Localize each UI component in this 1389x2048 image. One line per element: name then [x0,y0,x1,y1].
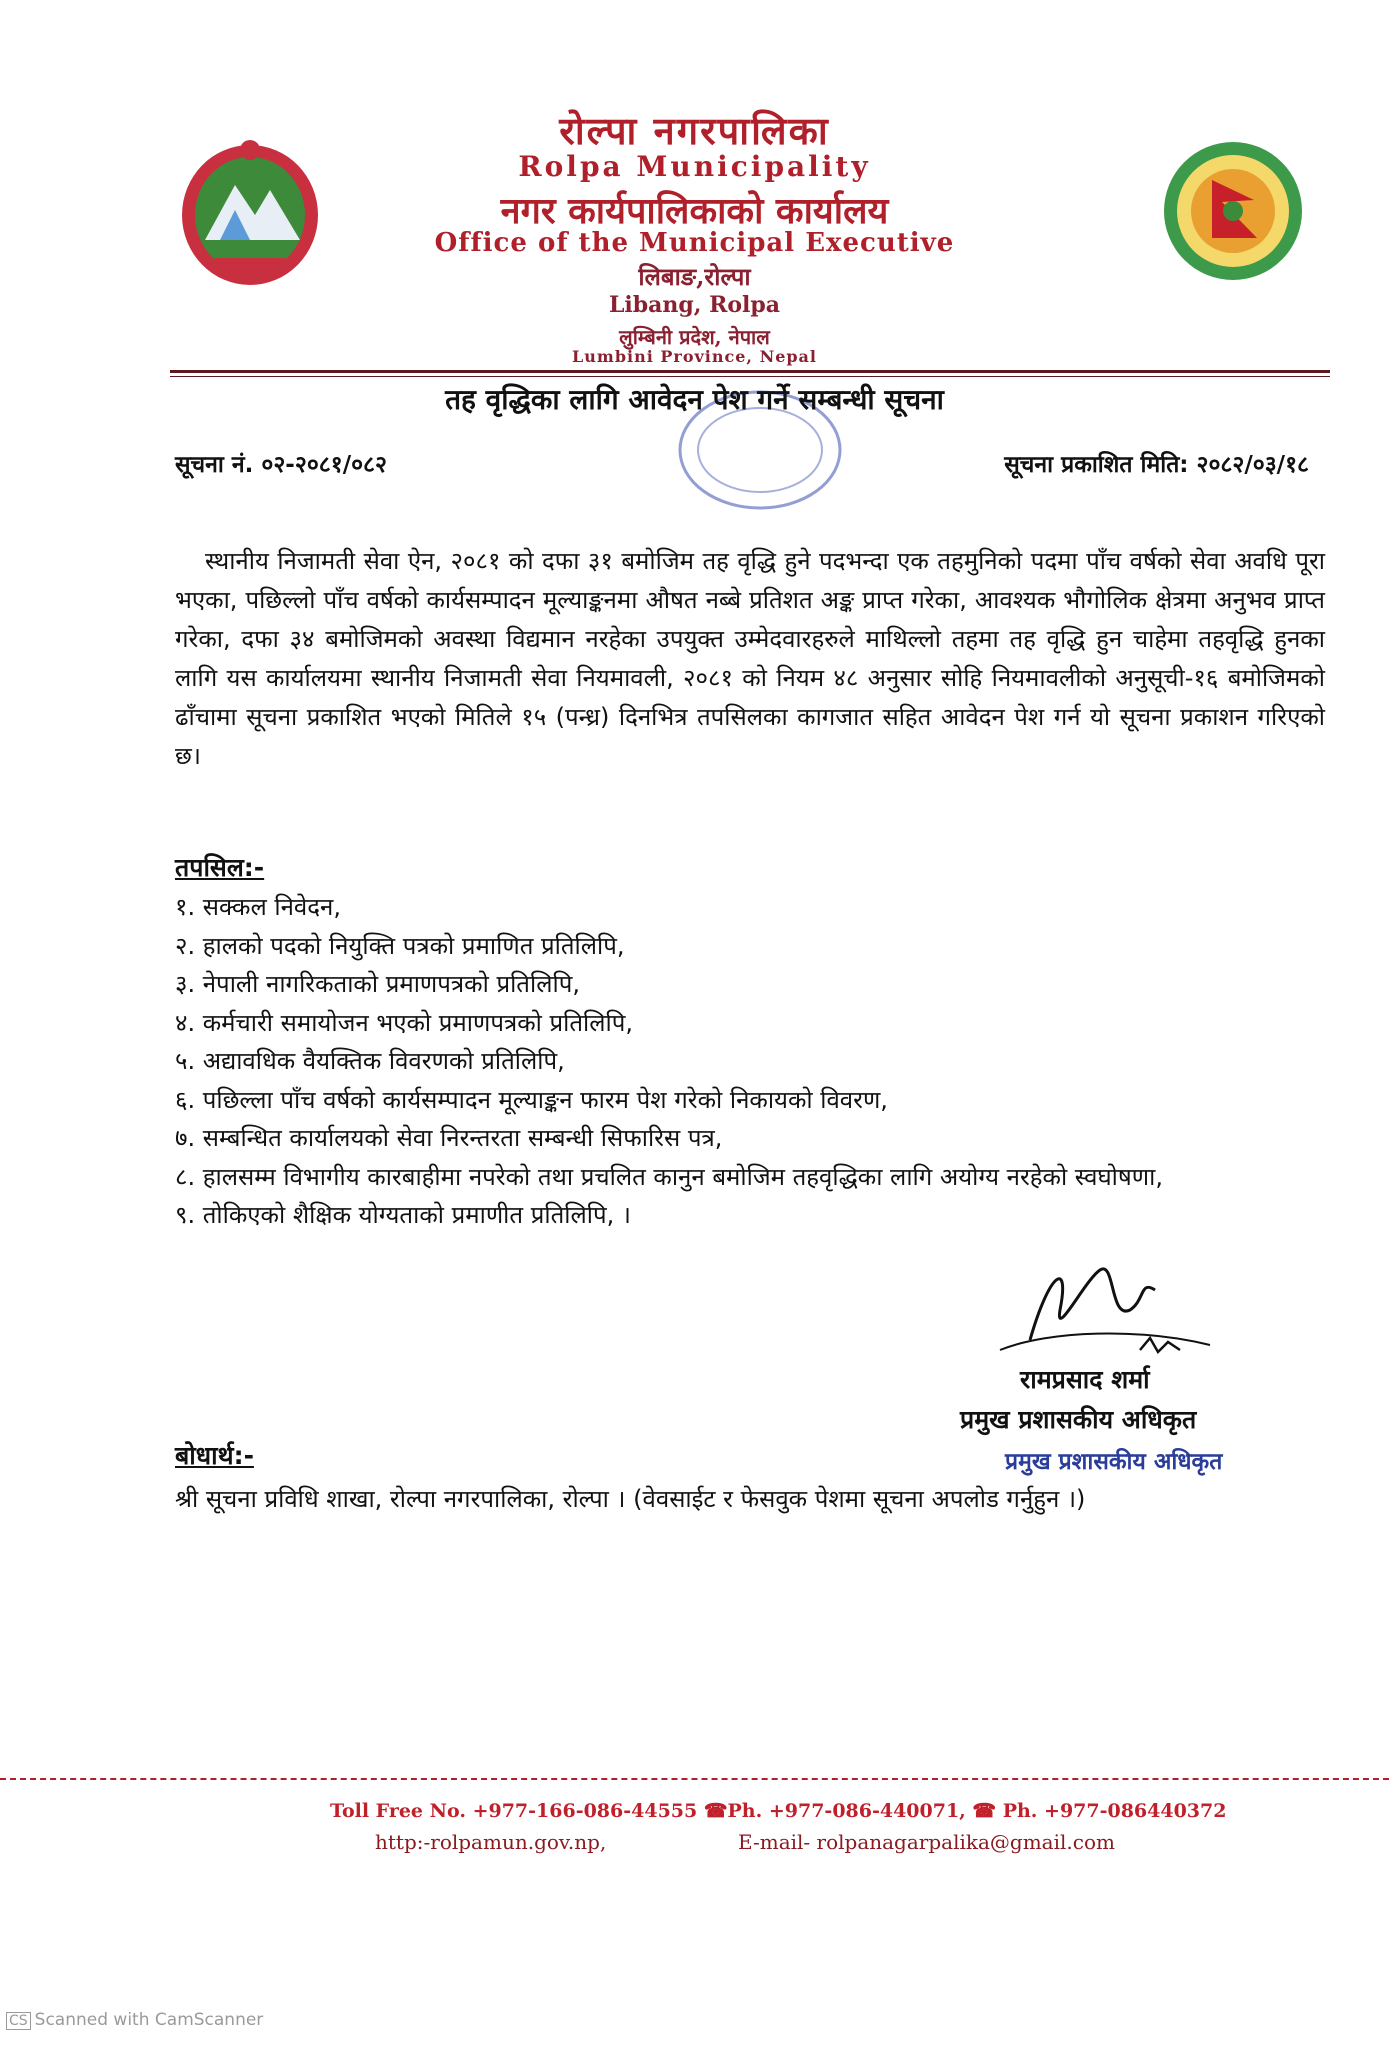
notice-number: सूचना नं. ०२-२०८१/०८२ [175,452,387,478]
list-item: ९. तोकिएको शैक्षिक योग्यताको प्रमाणीत प्रतिलिपि, । [175,1201,631,1229]
office-name-english: Office of the Municipal Executive [434,228,955,258]
cc-text: श्री सूचना प्रविधि शाखा, रोल्पा नगरपालिका, रोल्पा । (वेवसाईट र फेसवुक पेशमा सूचना अपलोड गर्नुहुन ।) [175,1485,1086,1513]
signatory-name: रामप्रसाद शर्मा [1020,1365,1150,1394]
footer-contact: Toll Free No. +977-166-086-44555 ☎Ph. +977-086-440071, ☎ Ph. +977-086440372 [330,1800,1227,1822]
signatory-title: प्रमुख प्रशासकीय अधिकृत [960,1405,1197,1434]
cc-heading: बोधार्थ:- [175,1441,254,1470]
footer-email: E-mail- rolpanagarpalika@gmail.com [738,1830,1115,1854]
footer-website: http:-rolpamun.gov.np, [375,1830,607,1854]
municipality-name-english: Rolpa Municipality [518,150,871,183]
province-english: Lumbini Province, Nepal [572,347,817,366]
signatory-stamp-text: प्रमुख प्रशासकीय अधिकृत [1005,1449,1223,1475]
notice-body: स्थानीय निजामती सेवा ऐन, २०८१ को दफा ३१ बमोजिम तह वृद्धि हुने पदभन्दा एक तहमुनिको पदमा पाँच वर्षको सेवा अवधि पूरा भएका, पछिल्लो पाँच वर्षको कार्यसम्पादन मूल्याङ्कनमा औषत नब्बे प्रतिशत अङ्क प्राप्त गरेका, आवश्यक भौगोलिक क्षेत्रमा अनुभव प्राप्त गरेका, दफा ३४ बमोजिमको अवस्था विद्यमान नरहेका उपयुक्त उम्मेदवारहरुले माथिल्लो तहमा तह वृद्धि हुन चाहेमा तहवृद्धि हुनका लागि यस कार्यालयमा स्थानीय निजामती सेवा नियमावली, २०८१ को नियम ४८ अनुसार सोहि नियमावलीको अनुसूची-१६ बमोजिमको ढाँचामा सूचना प्रकाशित भएको मितिले १५ (पन्ध्र) दिनभित्र तपसिलका कागजात सहित आवेदन पेश गर्न यो सूचना प्रकाशन गरिएको छ। [175,547,1325,770]
list-item: ८. हालसम्म विभागीय कारबाहीमा नपरेको तथा प्रचलित कानुन बमोजिम तहवृद्धिका लागि अयोग्य नरहेको स्वघोषणा, [175,1162,1163,1191]
list-item: ५. अद्यावधिक वैयक्तिक विवरणको प्रतिलिपि, [175,1047,565,1075]
document-list [175,888,1325,1235]
document-list-heading: तपसिल:- [175,853,265,882]
header-divider-thin [170,376,1330,377]
list-item: ४. कर्मचारी समायोजन भएको प्रमाणपत्रको प्रतिलिपि, [175,1008,633,1037]
notice-published-date: सूचना प्रकाशित मिति: २०८२/०३/१८ [1004,452,1309,478]
list-item: २. हालको पदको नियुक्ति पत्रको प्रमाणित प्रतिलिपि, [175,931,625,960]
notice-title: तह वृद्धिका लागि आवेदन पेश गर्ने सम्बन्धी सूचना [445,383,944,416]
footer-divider [0,1778,1389,1780]
list-item: ३. नेपाली नागरिकताको प्रमाणपत्रको प्रतिलिपि, [175,970,580,998]
place-english: Libang, Rolpa [608,292,781,318]
place-nepali: लिबाङ,रोल्पा [638,262,751,291]
list-item: ७. सम्बन्धित कार्यालयको सेवा निरन्तरता सम्बन्धी सिफारिस पत्र, [175,1124,723,1152]
header-divider [170,370,1330,373]
office-name-nepali: नगर कार्यपालिकाको कार्यालय [500,190,889,232]
province-nepali: लुम्बिनी प्रदेश, नेपाल [619,325,770,349]
list-item: ६. पछिल्ला पाँच वर्षको कार्यसम्पादन मूल्याङ्कन फारम पेश गरेको निकायको विवरण, [175,1085,888,1114]
municipality-name-nepali: रोल्पा नगरपालिका [559,108,830,153]
scanner-label: Scanned with CamScanner [34,2010,264,2030]
list-item: १. सक्कल निवेदन, [175,893,341,921]
scanner-watermark [6,2010,263,2030]
signature-icon [990,1250,1240,1370]
camscanner-logo-icon: CS [6,2012,31,2030]
